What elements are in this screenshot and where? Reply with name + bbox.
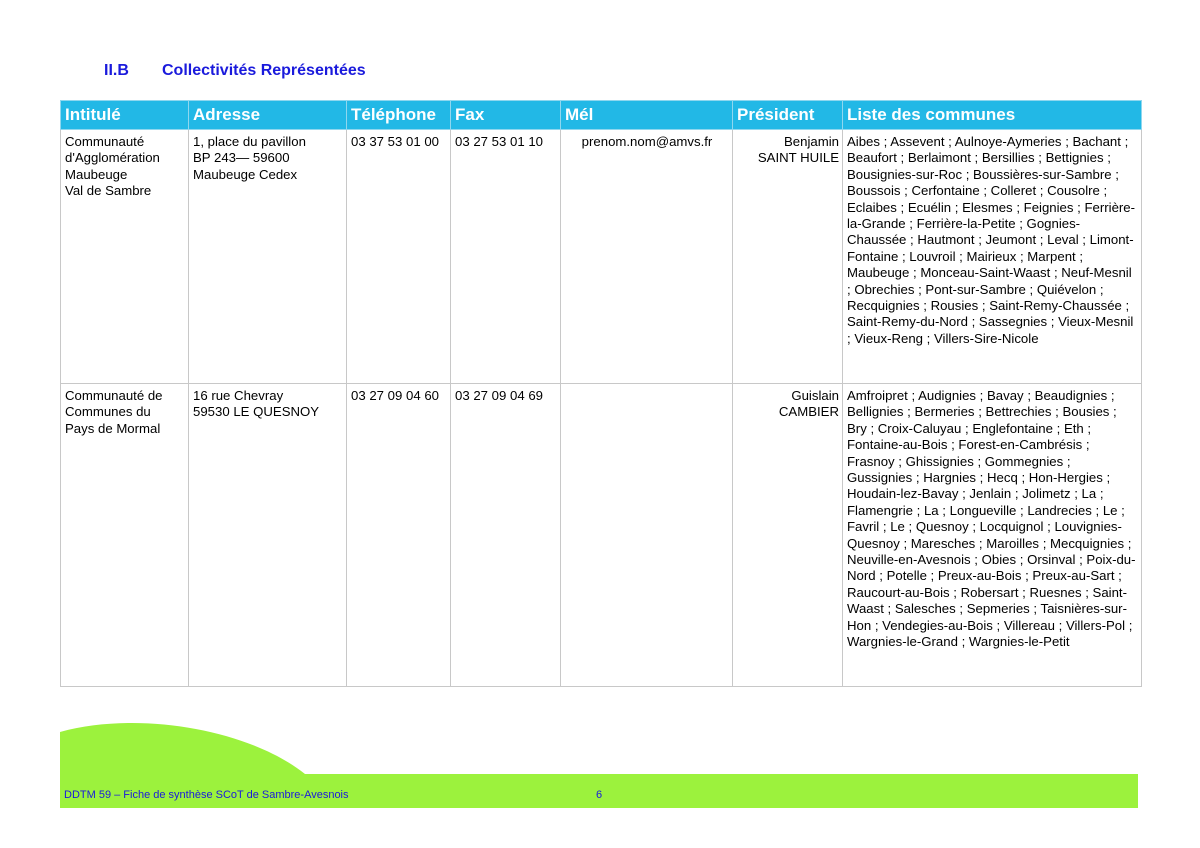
- intitule-line: Val de Sambre: [65, 183, 152, 199]
- adresse-line: BP 243— 59600: [193, 150, 290, 166]
- cell-intitule: [61, 130, 189, 384]
- header-communes: Liste des communes: [843, 101, 1142, 130]
- section-number: II.B: [104, 62, 129, 79]
- president-last-name: SAINT HUILE: [757, 150, 839, 166]
- cell-adresse: [189, 130, 347, 384]
- adresse-line: Maubeuge Cedex: [193, 166, 298, 182]
- table-row: [61, 130, 1142, 384]
- adresse-line: 16 rue Chevray: [193, 388, 284, 403]
- cell-intitule: [61, 384, 189, 687]
- header-adresse: Adresse: [189, 101, 347, 130]
- section-heading: [104, 62, 366, 80]
- cell-mel: [561, 384, 733, 687]
- table-row: [61, 384, 1142, 687]
- president-first-name: Benjamin: [784, 134, 839, 149]
- section-title: Collectivités Représentées: [162, 62, 366, 79]
- cell-communes: Amfroipret ; Audignies ; Bavay ; Beaudignies ; Bellignies ; Bermeries ; Bettrechies ; Bousies ; Bry ; Croix-Caluyau ; Englefontaine ; Eth ; Fontaine-au-Bois ; Forest-en-Cambrésis ; Frasnoy ; Ghissignies ; Gommegnies ; Gussignies ; Hargnies ; Hecq ; Hon-Hergies ; Houdain-lez-Bavay ; Jenlain ; Jolimetz ; La ; Flamengrie ; La ; Longueville ; Landrecies ; Le ; Favril ; Le ; Quesnoy ; Locquignol ; Louvignies-Quesnoy ; Maresches ; Maroilles ; Mecquignies ; Neuville-en-Avesnois ; Obies ; Orsinval ; Poix-du-Nord ; Potelle ; Preux-au-Bois ; Preux-au-Sart ; Raucourt-au-Bois ; Robersart ; Ruesnes ; Saint-Waast ; Salesches ; Sepmeries ; Taisnières-sur-Hon ; Vendegies-au-Bois ; Villereau ; Villers-Pol ; Wargnies-le-Grand ; Wargnies-le-Petit: [843, 384, 1142, 687]
- collectivites-table: [60, 100, 1142, 687]
- cell-mel[interactable]: prenom.nom@amvs.fr: [561, 130, 733, 384]
- president-first-name: Guislain: [791, 388, 839, 403]
- cell-communes: Aibes ; Assevent ; Aulnoye-Aymeries ; Bachant ; Beaufort ; Berlaimont ; Bersillies ; Bettignies ; Bousignies-sur-Roc ; Boussières-sur-Sambre ; Boussois ; Cerfontaine ; Colleret ; Cousolre ; Eclaibes ; Ecuélin ; Elesmes ; Feignies ; Ferrière-la-Grande ; Ferrière-la-Petite ; Gognies-Chaussée ; Hautmont ; Jeumont ; Leval ; Limont-Fontaine ; Louvroil ; Mairieux ; Marpent ; Maubeuge ; Monceau-Saint-Waast ; Neuf-Mesnil ; Obrechies ; Pont-sur-Sambre ; Quiévelon ; Recquignies ; Rousies ; Saint-Remy-Chaussée ; Saint-Remy-du-Nord ; Sassegnies ; Vieux-Mesnil ; Vieux-Reng ; Villers-Sire-Nicole: [843, 130, 1142, 384]
- intitule-line: Communes du: [65, 404, 151, 420]
- cell-adresse: [189, 384, 347, 687]
- cell-telephone: 03 37 53 01 00: [347, 130, 451, 384]
- cell-fax: 03 27 09 04 69: [451, 384, 561, 687]
- intitule-line: d'Agglomération: [65, 150, 160, 166]
- footer-text: DDTM 59 – Fiche de synthèse SCoT de Sambre-Avesnois: [64, 789, 349, 801]
- intitule-line: Maubeuge: [65, 166, 128, 182]
- intitule-line: Communauté: [65, 134, 145, 149]
- header-telephone: Téléphone: [347, 101, 451, 130]
- header-mel: Mél: [561, 101, 733, 130]
- header-fax: Fax: [451, 101, 561, 130]
- header-president: Président: [733, 101, 843, 130]
- adresse-line: 59530 LE QUESNOY: [193, 404, 320, 420]
- intitule-line: Pays de Mormal: [65, 420, 161, 436]
- page-number: 6: [596, 789, 603, 801]
- cell-president: [733, 384, 843, 687]
- header-intitule: Intitulé: [61, 101, 189, 130]
- cell-telephone: 03 27 09 04 60: [347, 384, 451, 687]
- cell-president: [733, 130, 843, 384]
- table-header-row: [61, 101, 1142, 130]
- intitule-line: Communauté de: [65, 388, 163, 403]
- president-last-name: CAMBIER: [778, 404, 839, 420]
- cell-fax: 03 27 53 01 10: [451, 130, 561, 384]
- adresse-line: 1, place du pavillon: [193, 134, 306, 149]
